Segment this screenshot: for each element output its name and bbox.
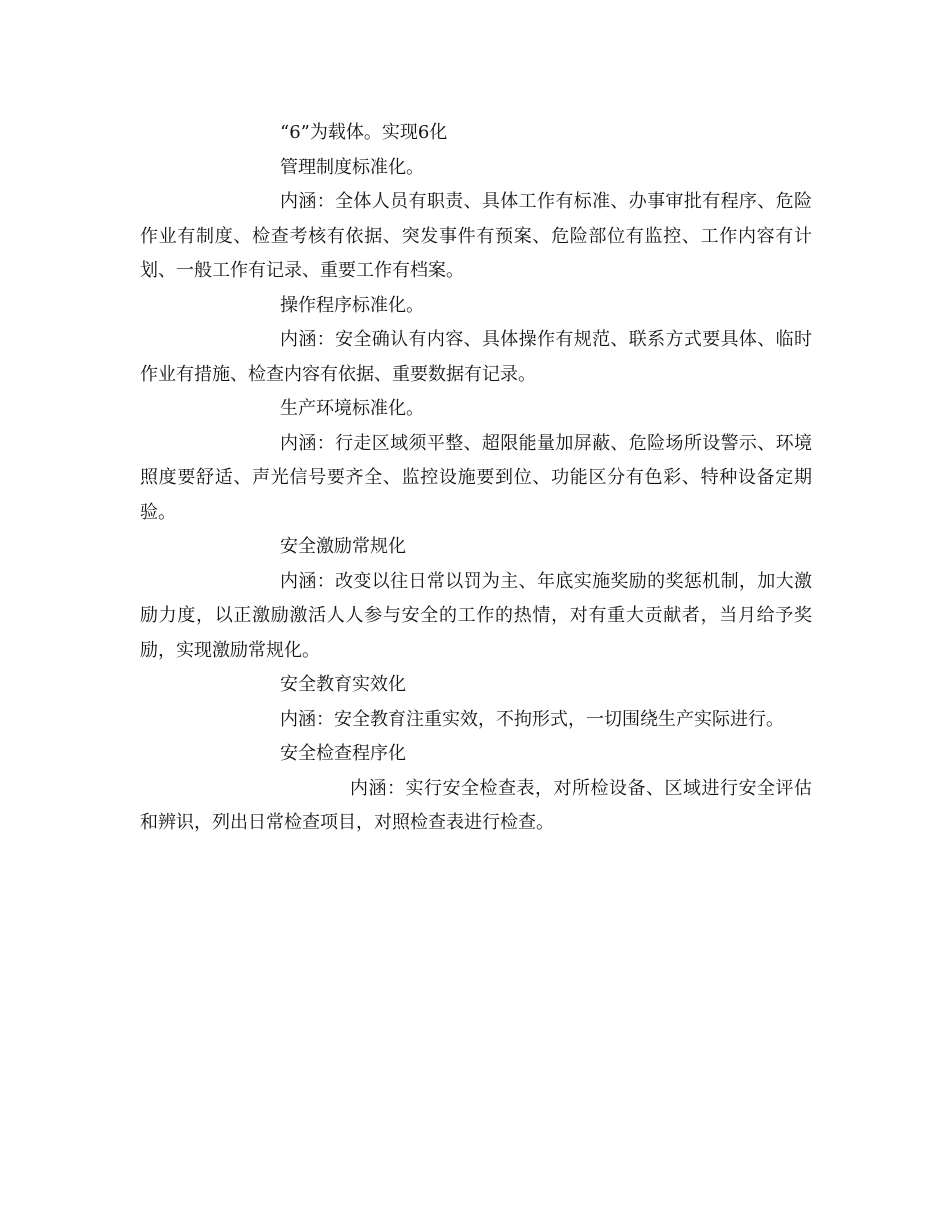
section-heading-operation: 操作程序标准化。 xyxy=(280,294,424,316)
document-body xyxy=(140,116,812,841)
section-body-inspection: 内涵：实行安全检查表，对所检设备、区域进行安全评估和辨识，列出日常检查项目，对照检查表进行检查。 xyxy=(140,777,812,833)
section-body-operation: 内涵：安全确认有内容、具体操作有规范、联系方式要具体、临时作业有措施、检查内容有依据、重要数据有记录。 xyxy=(140,329,812,385)
section-heading-management: 管理制度标准化。 xyxy=(280,156,424,178)
intro-heading: “6”为载体。实现6化 xyxy=(280,122,448,143)
section-heading-incentive: 安全激励常规化 xyxy=(280,536,406,557)
section-heading-environment: 生产环境标准化。 xyxy=(280,398,424,419)
section-heading-education: 安全教育实效化 xyxy=(280,674,406,695)
section-body-environment: 内涵：行走区域须平整、超限能量加屏蔽、危险场所设警示、环境照度要舒适、声光信号要齐全、监控设施要到位、功能区分有色彩、特种设备定期验。 xyxy=(140,432,812,523)
section-heading-inspection: 安全检查程序化 xyxy=(280,743,406,764)
section-body-incentive: 内涵：改变以往日常以罚为主、年底实施奖励的奖惩机制，加大激励力度，以正激励激活人人参与安全的工作的热情，对有重大贡献者，当月给予奖励，实现激励常规化。 xyxy=(140,570,812,661)
section-body-management: 内涵：全体人员有职责、具体工作有标准、办事审批有程序、危险作业有制度、检查考核有依据、突发事件有预案、危险部位有监控、工作内容有计划、一般工作有记录、重要工作有档案。 xyxy=(140,191,812,281)
section-body-education: 内涵：安全教育注重实效，不拘形式，一切围绕生产实际进行。 xyxy=(280,708,784,730)
